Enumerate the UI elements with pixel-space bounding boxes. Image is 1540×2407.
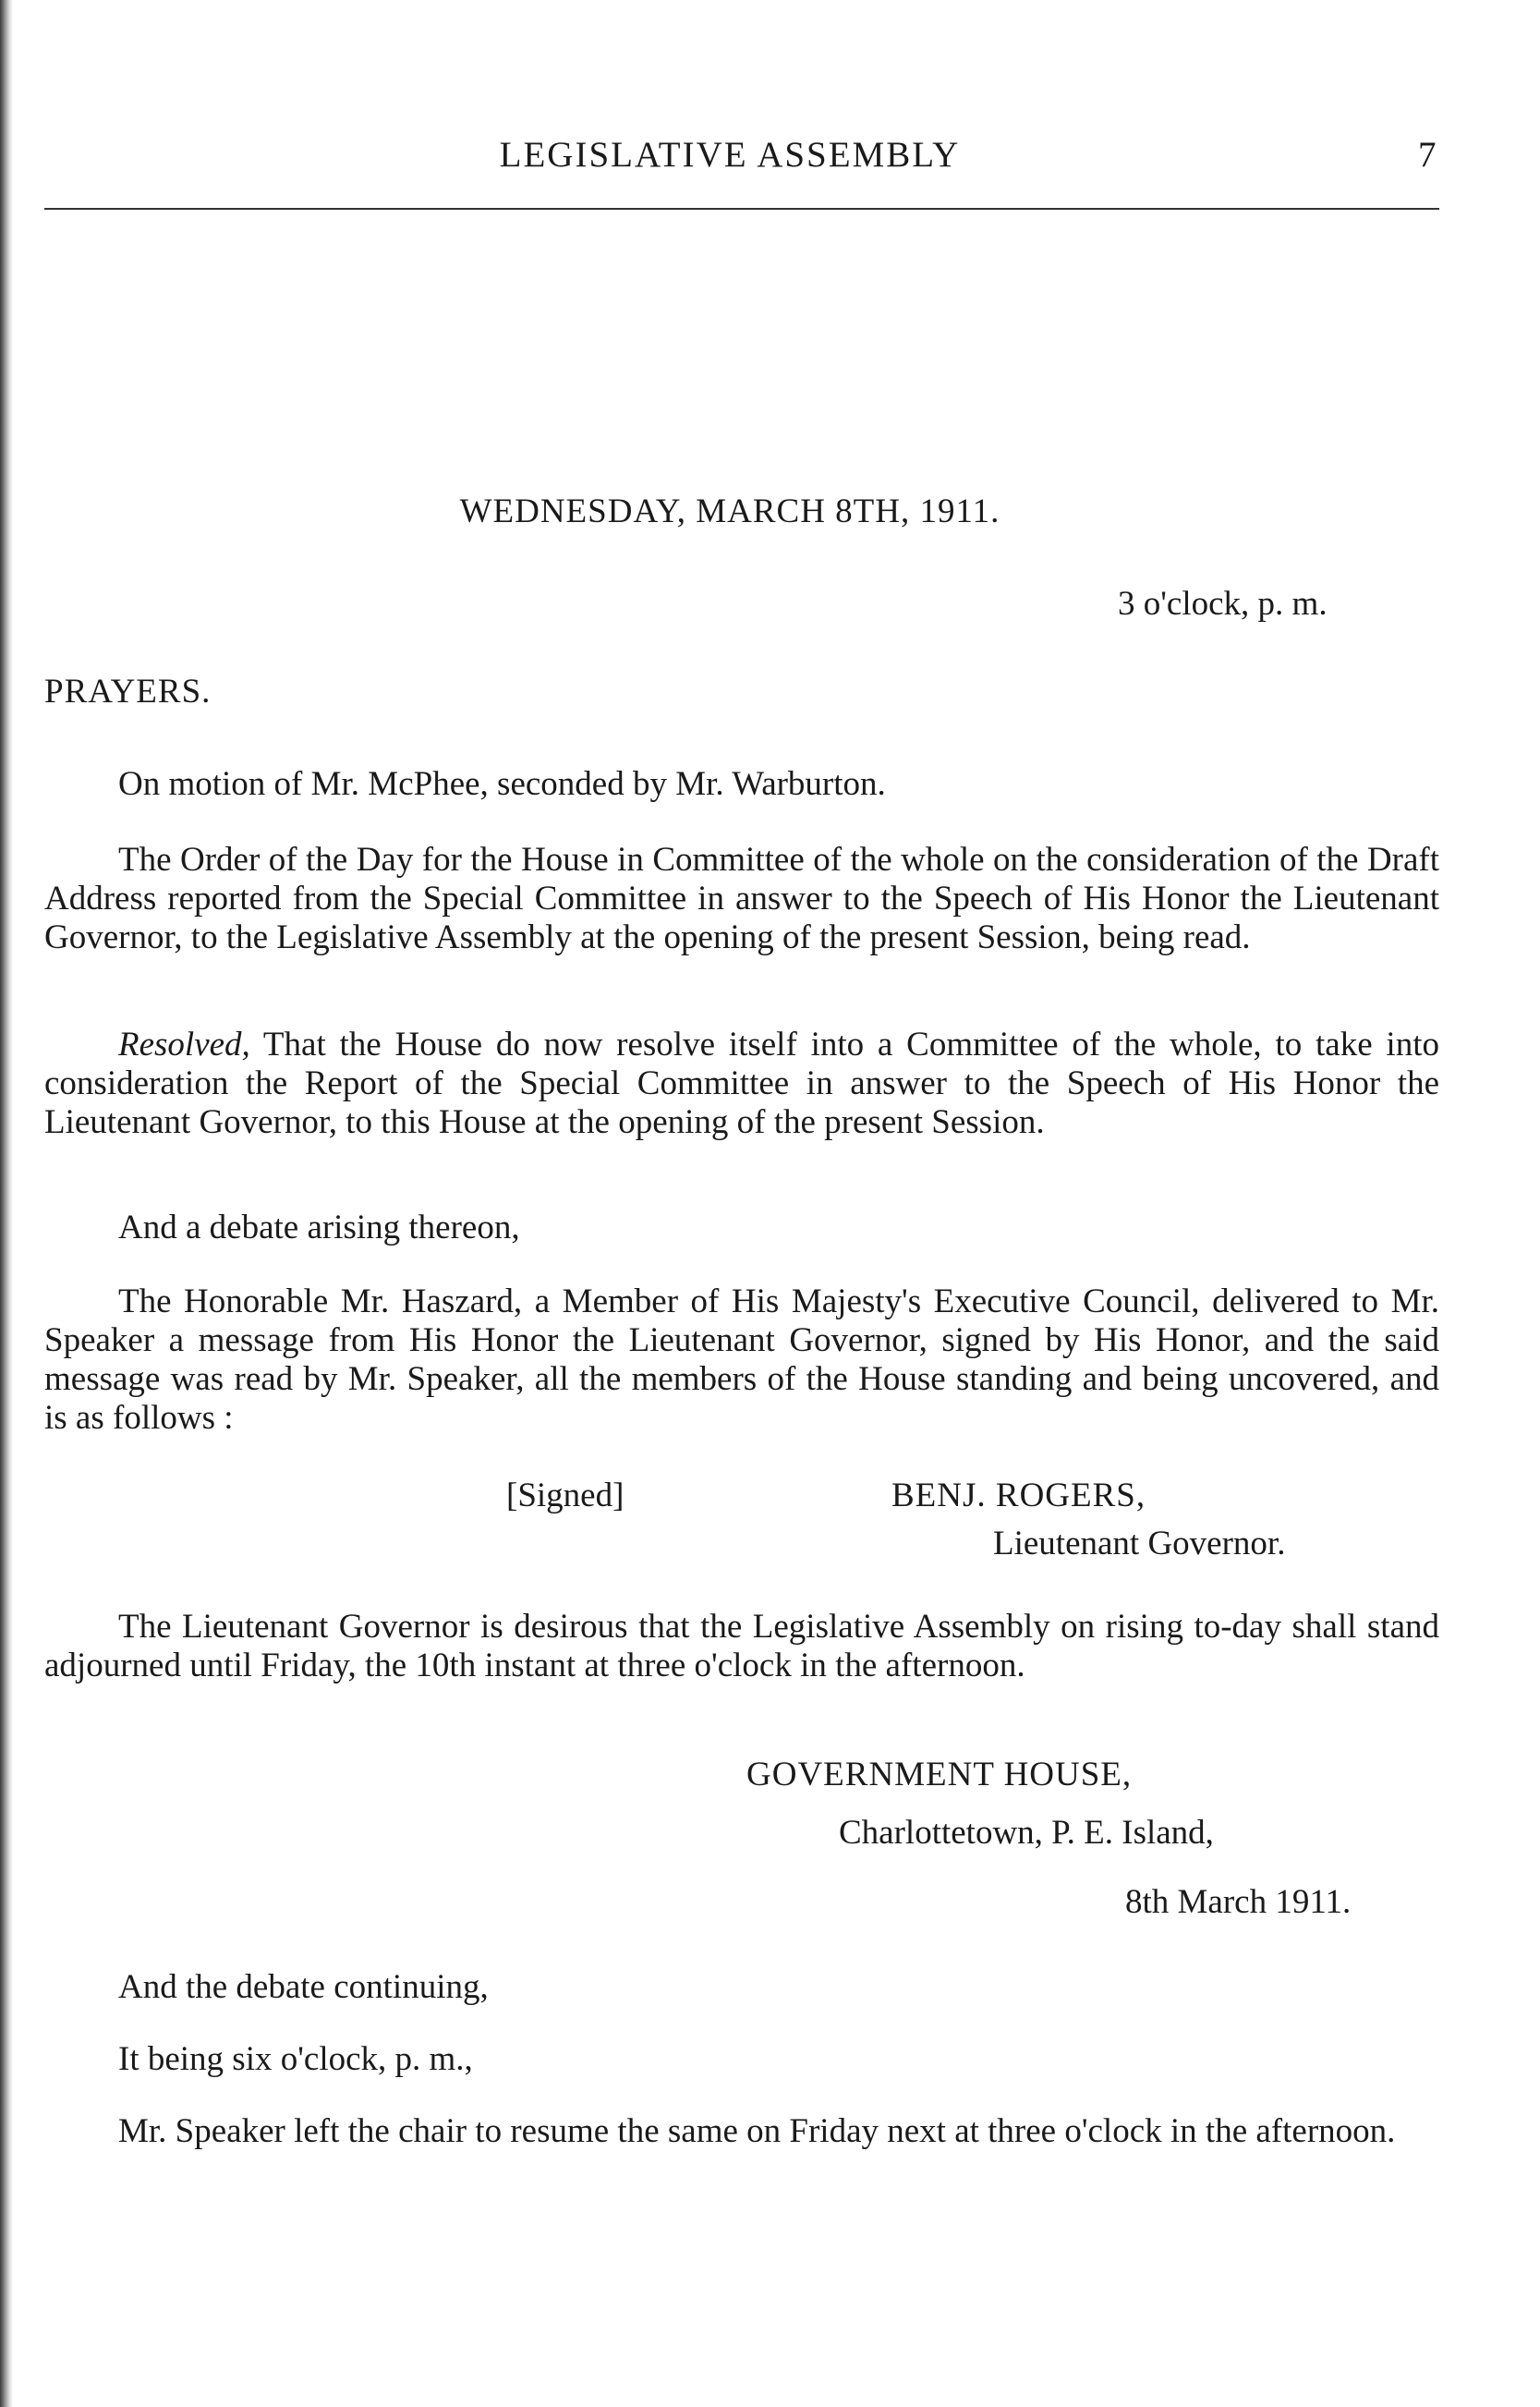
signatory-name: BENJ. ROGERS, [891,1477,1146,1514]
message-body-paragraph: The Lieutenant Governor is desirous that the Legislative Assembly on rising to-day shall stand adjourned until Friday, the 10th instant at three o'clock in the afternoon. [44,1608,1439,1684]
six-oclock-line: It being six o'clock, p. m., [118,2040,473,2078]
signatory-title: Lieutenant Governor. [993,1525,1286,1562]
debate-arising-line: And a debate arising thereon, [118,1209,520,1246]
resolved-label: Resolved, [118,1026,250,1064]
running-title: LEGISLATIVE ASSEMBLY [499,135,961,175]
page-number: 7 [1418,135,1437,175]
adjournment-paragraph: Mr. Speaker left the chair to resume the same on Friday next at three o'clock in the afternoon. [118,2112,1396,2150]
header-rule [44,208,1439,210]
dateline-place: GOVERNMENT HOUSE, [746,1756,1133,1793]
prayers-heading: PRAYERS. [44,673,212,711]
running-head [0,134,1540,189]
dateline-date: 8th March 1911. [1125,1883,1352,1921]
signed-marker: [Signed] [506,1477,624,1514]
scan-edge-shadow [0,0,13,2407]
resolved-text: That the House do now resolve itself into a Committee of the whole, to take into consideration the Report of the Special Committee in answer to the Speech of His Honor the Lieutenant Governor, to this House at the opening of the present Session. [44,1026,1439,1141]
order-of-day-paragraph: The Order of the Day for the House in Committee of the whole on the consideration of the Draft Address reported from the Special Committee in answer to the Speech of His Honor the Lieutenant Governor, to the Legislative Assembly at the opening of the present Session, being read. [44,841,1439,956]
session-time: 3 o'clock, p. m. [1118,585,1328,623]
resolved-paragraph [44,1026,1439,1142]
message-intro-paragraph: The Honorable Mr. Haszard, a Member of His Majesty's Executive Council, delivered to Mr. Speaker a message from His Honor the Lieutenant Governor, signed by His Honor, and the said message was read by Mr. Speaker, all the members of the House standing and being uncovered, and is as follows : [44,1283,1439,1437]
dateline-city: Charlottetown, P. E. Island, [839,1814,1214,1852]
debate-continuing-line: And the debate continuing, [118,1968,489,2006]
motion-line: On motion of Mr. McPhee, seconded by Mr. Warburton. [118,765,886,803]
session-date: WEDNESDAY, MARCH 8TH, 1911. [459,492,1000,530]
